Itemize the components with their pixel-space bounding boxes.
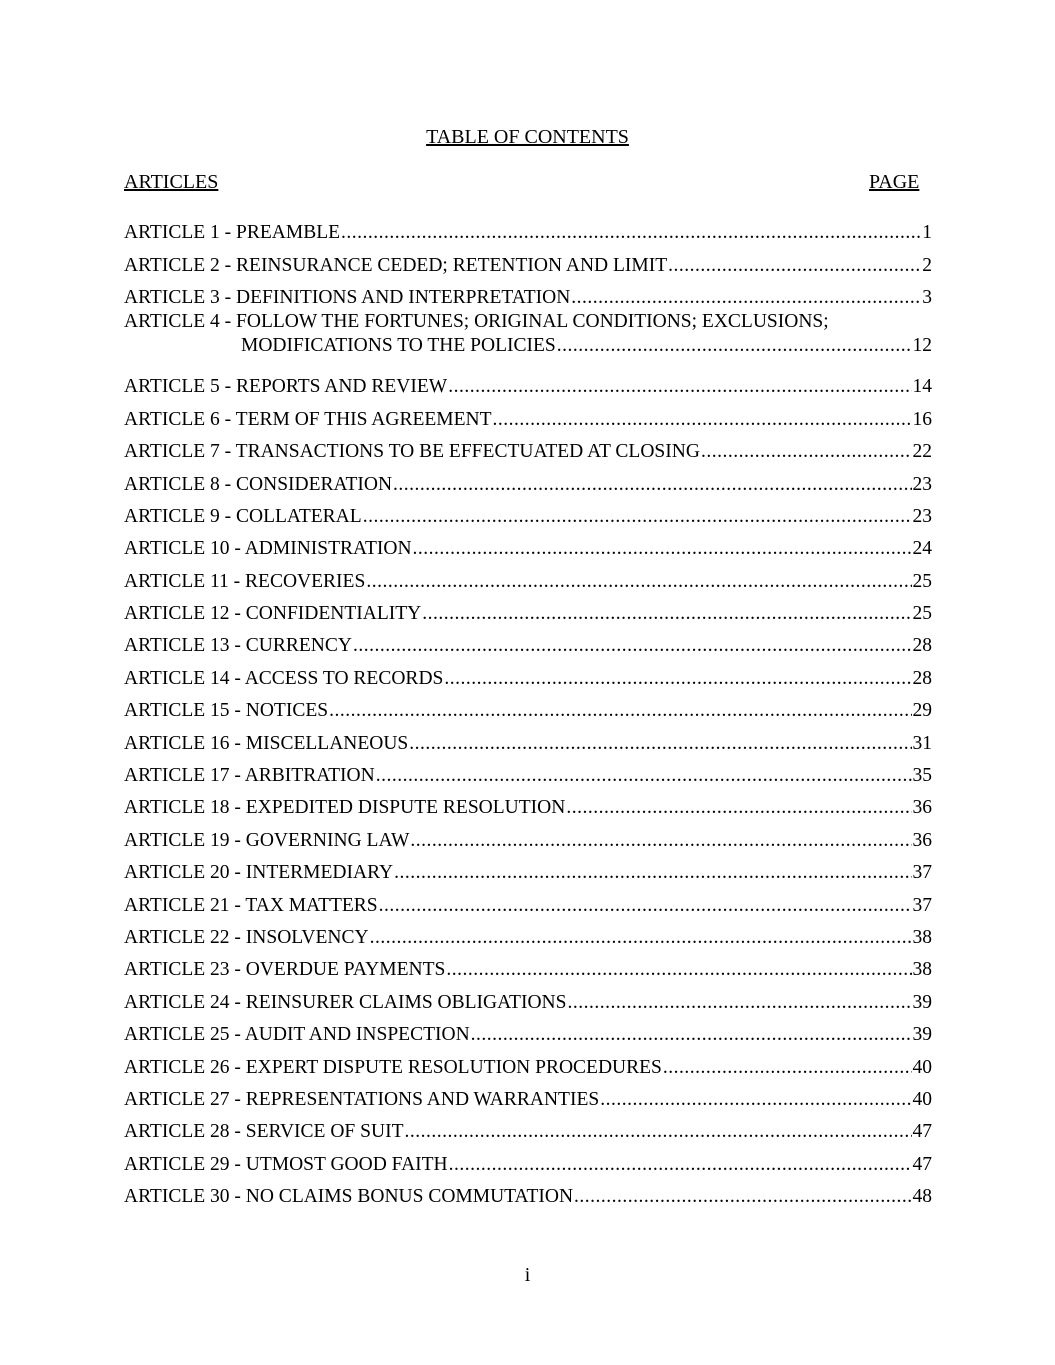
toc-entry-page: 16: [912, 408, 932, 430]
toc-entry[interactable]: [124, 1047, 932, 1079]
toc-entry-label: ARTICLE 8 - CONSIDERATION: [124, 473, 393, 495]
toc-entry-page: 28: [912, 667, 932, 689]
toc-entry-label: ARTICLE 13 - CURRENCY: [124, 635, 352, 657]
dot-leader: [471, 1023, 912, 1047]
dot-leader: [449, 1153, 912, 1177]
toc-entry-page: 31: [912, 732, 932, 754]
dot-leader: [393, 473, 911, 497]
dot-leader: [379, 894, 912, 918]
toc-entry-label: ARTICLE 10 - ADMINISTRATION: [124, 538, 412, 560]
toc-entry-page: 38: [912, 959, 932, 981]
toc-entry[interactable]: [124, 213, 932, 245]
toc-entry[interactable]: [124, 626, 932, 658]
toc-entry-label: ARTICLE 27 - REPRESENTATIONS AND WARRANTIES: [124, 1088, 600, 1110]
dot-leader: [341, 221, 921, 245]
dot-leader: [701, 440, 912, 464]
toc-entry-page: 23: [912, 473, 932, 495]
toc-entry[interactable]: [124, 820, 932, 852]
toc-entry-label: ARTICLE 24 - REINSURER CLAIMS OBLIGATIONS: [124, 991, 567, 1013]
toc-entry[interactable]: [124, 245, 932, 277]
toc-entry-page: 14: [912, 376, 932, 398]
toc-entry-label: ARTICLE 30 - NO CLAIMS BONUS COMMUTATION: [124, 1186, 574, 1208]
toc-entry-page: 38: [912, 927, 932, 948]
dot-leader: [571, 286, 921, 310]
toc-entry[interactable]: [124, 1080, 932, 1112]
toc-entry-label: ARTICLE 21 - TAX MATTERS: [124, 894, 378, 916]
toc-entry-label: ARTICLE 19 - GOVERNING LAW: [124, 829, 410, 851]
toc-entry-label: ARTICLE 20 - INTERMEDIARY: [124, 862, 394, 884]
toc-entry-page: 23: [912, 505, 932, 527]
toc-entry-page: 36: [912, 797, 932, 819]
toc-entry-page: 12: [912, 335, 932, 357]
dot-leader: [493, 408, 912, 432]
toc-entry-label: ARTICLE 9 - COLLATERAL: [124, 505, 362, 527]
toc-entry-page: 35: [912, 765, 932, 787]
toc-entry-page: 2: [922, 254, 932, 276]
toc-entry-page: 3: [922, 287, 932, 309]
toc-entry[interactable]: [124, 982, 932, 1014]
toc-entry-page: 25: [912, 603, 932, 625]
toc-entry-label: ARTICLE 12 - CONFIDENTIALITY: [124, 603, 422, 625]
dot-leader: [668, 254, 921, 278]
dot-leader: [366, 570, 911, 594]
toc-entry-label: ARTICLE 18 - EXPEDITED DISPUTE RESOLUTION: [124, 797, 566, 819]
toc-entry-label: ARTICLE 25 - AUDIT AND INSPECTION: [124, 1024, 470, 1046]
toc-entry-page: 24: [912, 538, 932, 560]
toc-entry-page: 1: [922, 222, 932, 244]
toc-entry-page: 36: [912, 829, 932, 851]
toc-entry-label: ARTICLE 4 - FOLLOW THE FORTUNES; ORIGINAL CONDITIONS; EXCLUSIONS;: [124, 311, 829, 333]
toc-entry[interactable]: [124, 1144, 932, 1176]
toc-entry[interactable]: [124, 497, 932, 529]
toc-entry[interactable]: [124, 885, 932, 917]
toc-entry-label: ARTICLE 28 - SERVICE OF SUIT: [124, 1121, 404, 1143]
dot-leader: [376, 764, 912, 788]
toc-entry-label: ARTICLE 26 - EXPERT DISPUTE RESOLUTION PROCEDURES: [124, 1056, 662, 1078]
toc-entry-page: 37: [912, 894, 932, 916]
toc-entry[interactable]: [124, 399, 932, 431]
dot-leader: [444, 667, 911, 691]
page-column-header: PAGE: [869, 171, 920, 193]
toc-entry-page: 29: [912, 700, 932, 722]
toc-entry-label: ARTICLE 14 - ACCESS TO RECORDS: [124, 667, 444, 689]
toc-entry-label: ARTICLE 23 - OVERDUE PAYMENTS: [124, 959, 446, 981]
toc-entry[interactable]: [124, 1112, 932, 1144]
toc-entry[interactable]: [124, 788, 932, 820]
dot-leader: [363, 505, 912, 529]
dot-leader: [409, 732, 911, 756]
toc-entry[interactable]: [124, 853, 932, 885]
toc-entry-page: 39: [912, 1024, 932, 1046]
toc-entry-label: ARTICLE 17 - ARBITRATION: [124, 765, 375, 787]
toc-entry[interactable]: [124, 278, 932, 310]
toc-entry-page: 39: [912, 991, 932, 1013]
dot-leader: [422, 602, 911, 626]
toc-entry-label: ARTICLE 22 - INSOLVENCY: [124, 927, 369, 948]
toc-entry-page: 40: [912, 1088, 932, 1110]
dot-leader: [404, 1120, 911, 1144]
toc-list: [124, 213, 932, 1209]
dot-leader: [448, 375, 911, 399]
dot-leader: [394, 861, 911, 885]
toc-entry-page: 22: [912, 441, 932, 463]
toc-entry[interactable]: [124, 594, 932, 626]
toc-entry[interactable]: [124, 918, 932, 950]
toc-entry[interactable]: [124, 723, 932, 755]
toc-entry-label: ARTICLE 7 - TRANSACTIONS TO BE EFFECTUATED AT CLOSING: [124, 441, 700, 463]
toc-entry[interactable]: [124, 310, 932, 367]
dot-leader: [557, 334, 912, 358]
toc-entry[interactable]: [124, 367, 932, 399]
toc-entry-label: ARTICLE 1 - PREAMBLE: [124, 222, 341, 244]
toc-entry[interactable]: [124, 464, 932, 496]
dot-leader: [446, 958, 911, 982]
toc-entry[interactable]: [124, 1177, 932, 1209]
toc-entry-label: ARTICLE 3 - DEFINITIONS AND INTERPRETATION: [124, 287, 571, 309]
toc-entry[interactable]: [124, 1015, 932, 1047]
toc-entry[interactable]: [124, 432, 932, 464]
toc-entry-page: 40: [912, 1056, 932, 1078]
dot-leader: [600, 1088, 911, 1112]
toc-entry-page: 28: [912, 635, 932, 657]
dot-leader: [574, 1185, 911, 1209]
toc-entry-page: 37: [912, 862, 932, 884]
toc-entry-label: ARTICLE 11 - RECOVERIES: [124, 570, 366, 592]
dot-leader: [370, 926, 912, 950]
page-title: TABLE OF CONTENTS: [426, 126, 629, 148]
toc-entry-label: ARTICLE 2 - REINSURANCE CEDED; RETENTION AND LIMIT: [124, 254, 668, 276]
dot-leader: [353, 634, 912, 658]
toc-entry[interactable]: [124, 529, 932, 561]
toc-entry-label-continued: MODIFICATIONS TO THE POLICIES: [241, 335, 556, 357]
toc-entry-label: ARTICLE 29 - UTMOST GOOD FAITH: [124, 1153, 448, 1175]
dot-leader: [663, 1056, 912, 1080]
dot-leader: [413, 537, 912, 561]
page-number: i: [524, 1264, 531, 1286]
dot-leader: [329, 699, 911, 723]
dot-leader: [566, 796, 911, 820]
toc-entry[interactable]: [124, 756, 932, 788]
toc-entry-page: 48: [912, 1186, 932, 1208]
toc-entry-label: ARTICLE 16 - MISCELLANEOUS: [124, 732, 409, 754]
toc-entry-page: 25: [912, 570, 932, 592]
toc-entry-label: ARTICLE 6 - TERM OF THIS AGREEMENT: [124, 408, 492, 430]
toc-entry-label: ARTICLE 5 - REPORTS AND REVIEW: [124, 376, 448, 398]
articles-column-header: ARTICLES: [124, 171, 219, 193]
dot-leader: [567, 991, 911, 1015]
dot-leader: [410, 829, 911, 853]
toc-entry[interactable]: [124, 658, 932, 690]
toc-entry-page: 47: [912, 1153, 932, 1175]
toc-entry[interactable]: [124, 950, 932, 982]
toc-entry[interactable]: [124, 561, 932, 593]
toc-entry-label: ARTICLE 15 - NOTICES: [124, 700, 329, 722]
toc-entry[interactable]: [124, 691, 932, 723]
toc-entry-page: 47: [912, 1121, 932, 1143]
